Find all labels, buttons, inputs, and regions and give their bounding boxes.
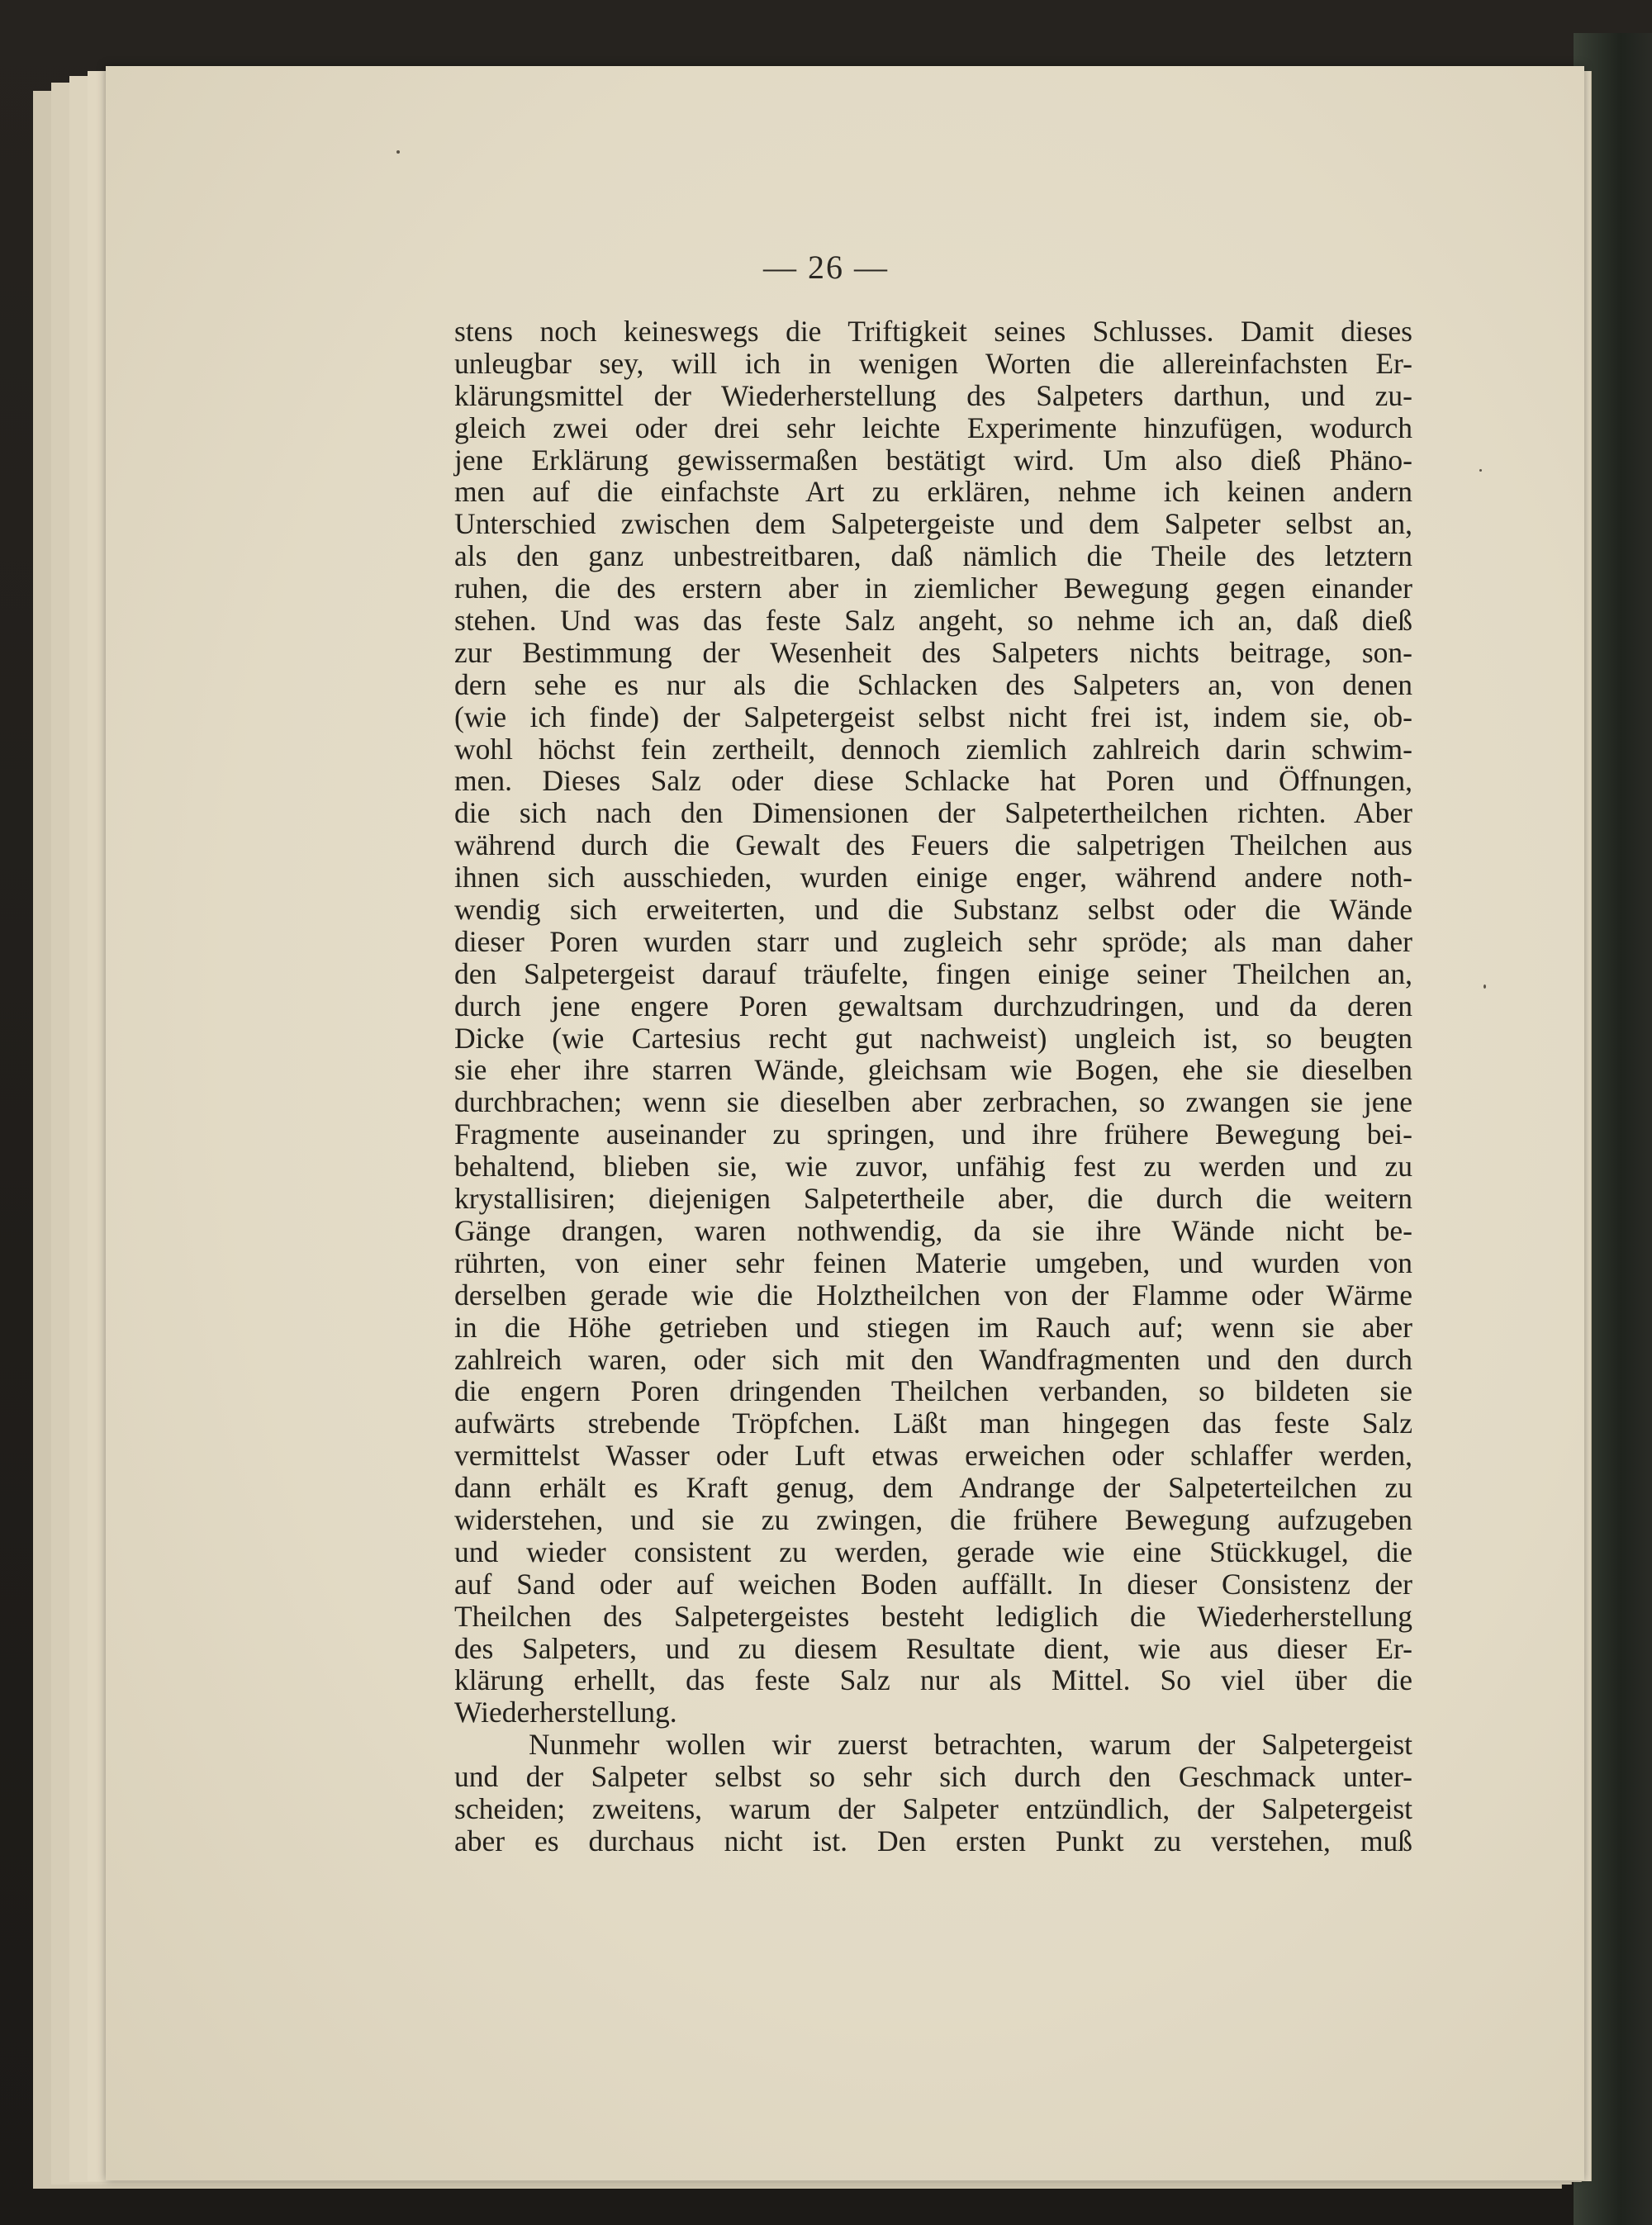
text-line: zahlreich waren, oder sich mit den Wandfragmenten und den durch (454, 1342, 1412, 1376)
text-line: widerstehen, und sie zu zwingen, die frühere Bewegung aufzugeben (454, 1502, 1412, 1536)
text-line: (wie ich finde) der Salpetergeist selbst nicht frei ist, indem sie, ob- (454, 700, 1412, 733)
text-line: klärung erhellt, das feste Salz nur als Mittel. So viel über die (454, 1663, 1412, 1697)
page-number: — 26 — (763, 249, 889, 286)
text-line: men. Dieses Salz oder diese Schlacke hat Poren und Öffnungen, (454, 764, 1412, 798)
text-line: die sich nach den Dimensionen der Salpetertheilchen richten. Aber (454, 796, 1412, 830)
text-line: krystallisiren; diejenigen Salpetertheile aber, die durch die weitern (454, 1182, 1412, 1216)
text-line: Unterschied zwischen dem Salpetergeiste und dem Salpeter selbst an, (454, 507, 1412, 541)
text-line: durch jene engere Poren gewaltsam durchzudringen, und da deren (454, 989, 1412, 1022)
body-text (454, 315, 1412, 1857)
text-line: Gänge drangen, waren nothwendig, da sie ihre Wände nicht be- (454, 1213, 1412, 1247)
paper-speck (1483, 984, 1486, 989)
text-line: sie eher ihre starren Wände, gleichsam wie Bogen, ehe sie dieselben (454, 1053, 1412, 1087)
text-line: zur Bestimmung der Wesenheit des Salpeters nichts beitrage, son- (454, 635, 1412, 669)
text-line: und der Salpeter selbst so sehr sich durch den Geschmack unter- (454, 1760, 1412, 1794)
text-line: aufwärts strebende Tröpfchen. Läßt man hingegen das feste Salz (454, 1407, 1412, 1440)
text-line: dern sehe es nur als die Schlacken des Salpeters an, von denen (454, 667, 1412, 701)
text-line: durchbrachen; wenn sie dieselben aber zerbrachen, so zwangen sie jene (454, 1085, 1412, 1119)
text-line: rührten, von einer sehr feinen Materie umgeben, und wurden von (454, 1245, 1412, 1279)
text-line: dieser Poren wurden starr und zugleich sehr spröde; als man daher (454, 924, 1412, 958)
text-line: den Salpetergeist darauf träufelte, fingen einige seiner Theilchen an, (454, 956, 1412, 990)
text-line: und wieder consistent zu werden, gerade wie eine Stückkugel, die (454, 1535, 1412, 1568)
paper-speck (1479, 469, 1482, 472)
text-line: ihnen sich ausschieden, wurden einige enger, während andere noth- (454, 861, 1412, 894)
text-line: des Salpeters, und zu diesem Resultate dient, wie aus dieser Er- (454, 1631, 1412, 1665)
text-line: gleich zwei oder drei sehr leichte Experimente hinzufügen, wodurch (454, 410, 1412, 444)
text-line: Nunmehr wollen wir zuerst betrachten, warum der Salpetergeist (529, 1728, 1412, 1762)
text-line: die engern Poren dringenden Theilchen verbanden, so bildeten sie (454, 1374, 1412, 1408)
text-line: aber es durchaus nicht ist. Den ersten Punkt zu verstehen, muß (454, 1824, 1412, 1857)
text-line: scheiden; zweitens, warum der Salpeter entzündlich, der Salpetergeist (454, 1791, 1412, 1825)
text-line: Dicke (wie Cartesius recht gut nachweist) ungleich ist, so beugten (454, 1021, 1412, 1055)
text-line: men auf die einfachste Art zu erklären, nehme ich keinen andern (454, 475, 1412, 509)
paper-speck (396, 150, 400, 154)
text-line: wendig sich erweiterten, und die Substanz selbst oder die Wände (454, 893, 1412, 927)
text-line: derselben gerade wie die Holztheilchen von der Flamme oder Wärme (454, 1278, 1412, 1312)
text-line: Theilchen des Salpetergeistes besteht lediglich die Wiederherstellung (454, 1599, 1412, 1633)
text-line: stehen. Und was das feste Salz angeht, so nehme ich an, daß dieß (454, 604, 1412, 638)
text-line: stens noch keineswegs die Triftigkeit seines Schlusses. Damit dieses (454, 315, 1412, 348)
text-line: als den ganz unbestreitbaren, daß nämlich die Theile des letztern (454, 539, 1412, 573)
text-line: unleugbar sey, will ich in wenigen Worten die allereinfachsten Er- (454, 346, 1412, 380)
text-line: vermittelst Wasser oder Luft etwas erweichen oder schlaffer werden, (454, 1439, 1412, 1473)
text-line: klärungsmittel der Wiederherstellung des Salpeters darthun, und zu- (454, 378, 1412, 412)
text-line: auf Sand oder auf weichen Boden auffällt. In dieser Consistenz der (454, 1567, 1412, 1601)
text-line: ruhen, die des erstern aber in ziemlicher Bewegung gegen einander (454, 572, 1412, 605)
text-line: wohl höchst fein zertheilt, dennoch ziemlich zahlreich darin schwim- (454, 732, 1412, 766)
text-line: Wiederherstellung. (454, 1696, 677, 1729)
text-line: während durch die Gewalt des Feuers die salpetrigen Theilchen aus (454, 828, 1412, 862)
text-line: jene Erklärung gewissermaßen bestätigt wird. Um also dieß Phäno- (454, 443, 1412, 477)
text-line: dann erhält es Kraft genug, dem Andrange der Salpeterteilchen zu (454, 1471, 1412, 1505)
text-line: Fragmente auseinander zu springen, und ihre frühere Bewegung bei- (454, 1117, 1412, 1151)
text-line: behaltend, blieben sie, wie zuvor, unfähig fest zu werden und zu (454, 1150, 1412, 1184)
text-line: in die Höhe getrieben und stiegen im Rauch auf; wenn sie aber (454, 1310, 1412, 1344)
